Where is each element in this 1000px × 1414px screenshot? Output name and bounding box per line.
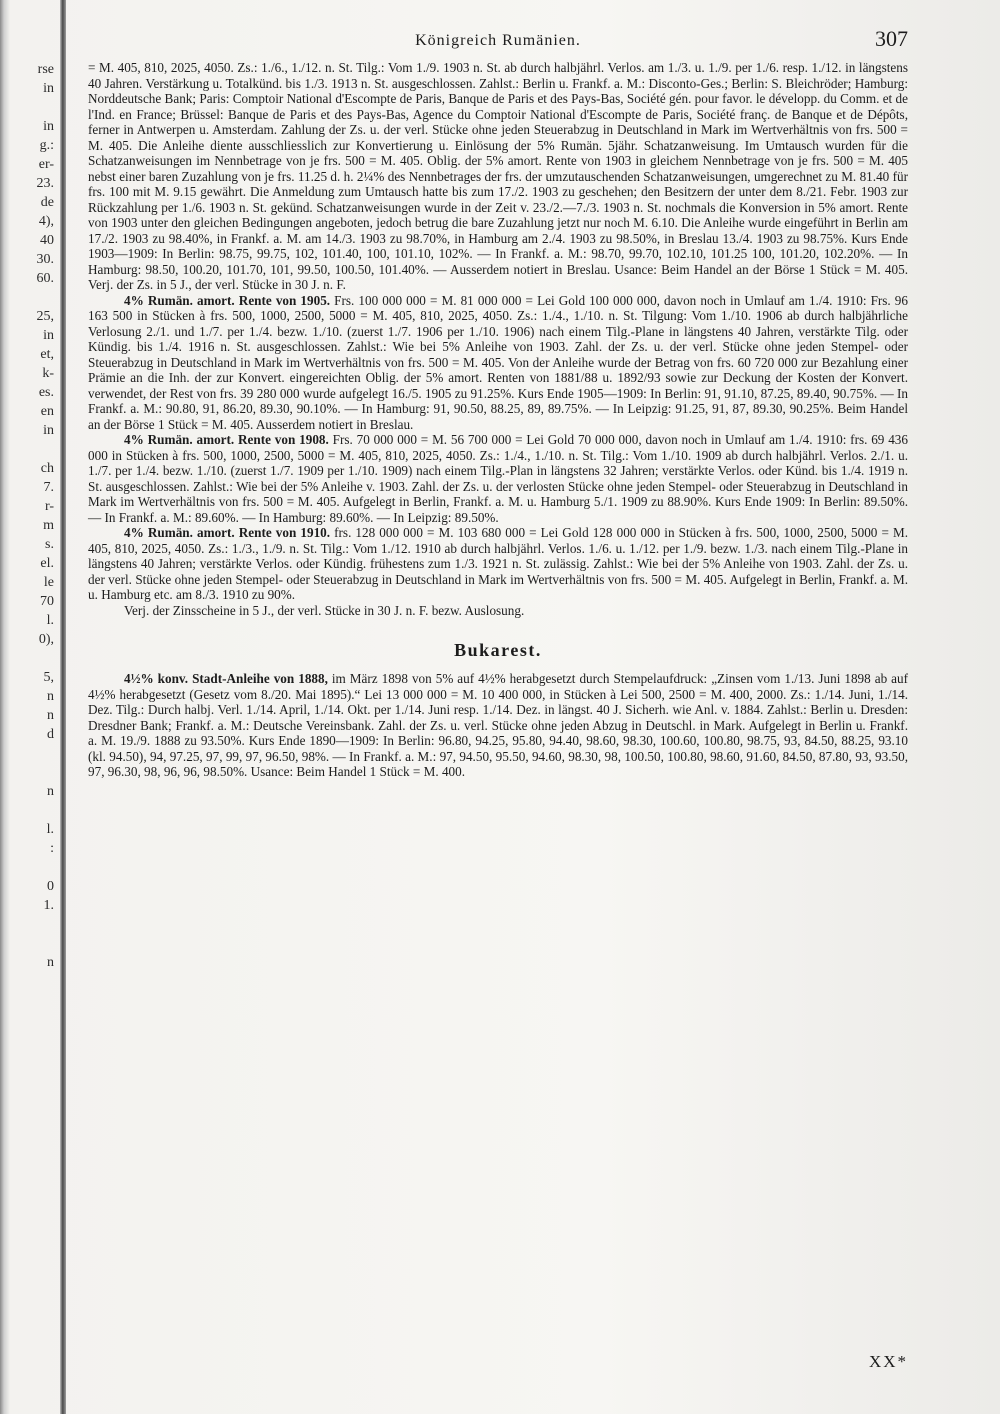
- margin-fragment: es.: [38, 385, 54, 400]
- margin-fragment: [0, 934, 54, 953]
- paragraph-5pct-rente-1903-continued: [88, 60, 908, 293]
- margin-fragment: 25,: [36, 309, 54, 324]
- paragraph-lead: 4½% konv. Stadt-Anleihe von 1888,: [124, 671, 328, 686]
- paragraph-lead: 4% Rumän. amort. Rente von 1908.: [124, 432, 329, 447]
- margin-fragment: s.: [45, 537, 54, 552]
- margin-fragment: 40: [40, 233, 54, 248]
- margin-fragment: de: [40, 195, 54, 210]
- previous-page-margin-fragments: [0, 60, 58, 1124]
- paragraph-lead: 4% Rumän. amort. Rente von 1905.: [124, 292, 331, 308]
- margin-fragment: et,: [40, 347, 54, 362]
- paragraph-text: im März 1898 von 5% auf 4½% herabgesetzt durch Stempelaufdruck: „Zinsen vom 1./13. Juni 1898 ab auf 4½% herabgesetzt (Gesetz vom 8./20. Mai 1895).“ Lei 13 000 000 = M. 10 400 000, in Stücken à Lei 500, 2500 = M. 400, 2000. Zs.: 1./14. Juni, 1./14. Dez. Tilg.: Durch halbj. Verl. 1./14. April, 1./14. Okt. per 1./14. Juni resp. 1./14. Dez. in längst. 40 J. Sicherh. wie Anl. v. 1884. Zahlst.: Berlin u. Dresden: Dresdner Bank; Frankf. a. M.: Deutsche Vereinsbank. Zahl. der Zs. u. verl. Stücke ohne jeden Abzug in Deutschl. in Mark. Aufgelegt in Berlin u. Frankf. a. M. 19./9. 1888 zu 93.50%. Kurs Ende 1890—1909: In Berlin: 96.80, 94.25, 95.80, 94.40, 98.60, 98.30, 100.60, 100.80, 98.75, 93, 84.50, 88.25, 93.10 (kl. 94.50), 94, 97.25, 97, 99, 97, 96.50, 98%. — In Frankf. a. M.: 97, 94.50, 95.50, 94.60, 98.30, 98, 100.50, 100.80, 98.60, 91.60, 84.50, 87.80, 93, 93.50, 97, 96.30, 98, 96, 96, 98.50%. Usance: Beim Handel 1 Stück = M. 400.: [88, 671, 908, 779]
- paragraph-text: frs. 128 000 000 = M. 103 680 000 = Lei Gold 128 000 000 in Stücken à frs. 500, 1000, 2500, 5000 = M. 405, 810, 2025, 4050. Zs.: 1./3., 1./9. n. St. Tilg.: Vom 1./12. 1910 ab durch halbjährl. Verlos. 1./6. u. 1./12. per 1./9. bezw. 1./3. nach einem Tilg.-Plane in längstens 40 Jahren; verstärkte Verlos. oder Kündig. frühestens zum 1./3. 1921 n. St. zulässig. Zahlst.: Wie bei der 5% Anleihe von 1903. Zahl. der Zs. u. der verl. Stücke ohne jeden Stempel- oder Steuerabzug in Deutschland in Mark im Wertverhältnis von frs. 500 = M. 405. Aufgelegt in Berlin, Frankf. a. M. u. Hamburg etc. am 8./3. 1910 zu 90%.: [88, 525, 909, 602]
- margin-fragment: :: [50, 841, 54, 856]
- margin-fragment: [0, 1067, 54, 1086]
- margin-fragment: d: [47, 727, 54, 742]
- margin-fragment: [0, 288, 54, 307]
- margin-fragment: [0, 1010, 54, 1029]
- margin-fragment: [0, 1105, 54, 1124]
- margin-fragment: ch: [40, 461, 54, 476]
- margin-fragment: [0, 649, 54, 668]
- paragraph-4pct-rente-1905: [88, 293, 908, 433]
- margin-fragment: [0, 1048, 54, 1067]
- margin-fragment: [0, 1086, 54, 1105]
- margin-fragment: [0, 915, 54, 934]
- margin-fragment: k-: [42, 366, 54, 381]
- margin-fragment: en: [40, 404, 54, 419]
- margin-fragment: 70: [40, 594, 54, 609]
- margin-fragment: in: [43, 423, 54, 438]
- margin-fragment: [0, 763, 54, 782]
- margin-fragment: r-: [44, 499, 54, 514]
- running-header: [88, 20, 908, 60]
- margin-fragment: [0, 744, 54, 763]
- paragraph-text: = M. 405, 810, 2025, 4050. Zs.: 1./6., 1./12. n. St. Tilg.: Vom 1./9. 1903 n. St. ab durch halbjährl. Verlos. am 1./3. u. 1./9. per 1./6. resp. 1./12. in längstens 40 Jahren. Verstärkung u. Totalkünd. bis 1./3. 1913 n. St. ausgeschlossen. Zahlst.: Berlin u. Frankf. a. M.: Disconto-Ges.; Berlin: S. Bleichröder; Hamburg: Norddeutsche Bank; Paris: Comptoir National d'Escompte de Paris, Banque de Paris et des Pays-Bas, Société gén. pour favor. le développ. du Comm. et de l'Ind. en France; Brüssel: Banque de Paris et des Pays-Bas, Agence du Comptoir National d'Escompte de Paris, Société franç. de Banque et de Dépôts, ferner in Antwerpen u. Amsterdam. Zahlung der Zs. u. der verl. Stücke ohne jeden Steuerabzug in Deutschland in Mark im Wertverhältnis von frs. 500 = M. 405. Die Anleihe diente ausschliesslich zur Konvertierung u. Einlösung der 5% Rumän. 5jähr. Schatzanweisung. Im Umtausch wurden für die Schatzanweisungen im Nennbetrage von je frs. 500 = M. 405. Oblig. der 5% amort. Rente von 1903 in gleichem Nennbetrage von je frs. 500 = M. 405 nebst einer baren Zuzahlung von je frs. 11.25 d. h. 2¼% des Nennbetrages der frs. der umzutauschenden Schatzanweisungen, umgerechnet zu M. 81.40 für frs. 100 mit M. 9.15 gewährt. Die Anmeldung zum Umtausch hatte bis zum 17./2. 1903 zu geschehen; den Besitzern der unter dem 8./21. Febr. 1903 zur Rückzahlung per 1./6. 1903 n. St. gekünd. Schatzanweisungen wurde in der Zeit v. 23./2.—7./3. 1903 n. St. nochmals die Konversion in 5% amort. Rente von 1903 unter den gleichen Bedingungen angeboten, jedoch betrug die bare Zuzahlung jetzt nur noch M. 6.10. Die Anleihe wurde eingeführt in Berlin am 17./2. 1903 zu 98.40%, in Frankf. a. M. am 14./3. 1903 zu 98.70%, in Hamburg am 2./4. 1903 zu 98.50%, in Breslau 13./4. 1903 zu 98.75%. Kurs Ende 1903—1909: In Berlin: 98.75, 99.75, 102, 101.40, 100, 101.10, 102%. — In Frankf. a. M.: 98.70, 99.70, 102.10, 101.25 100, 101.20, 102.20%. — In Hamburg: 98.50, 100.20, 101.70, 101, 99.50, 100.50, 101.40%. — Ausserdem notiert in Breslau. Usance: Beim Handel an der Börse 1 Stück = M. 405. Verj. der Zs. in 5 J., der verl. Stücke in 30 J. n. F.: [88, 60, 908, 292]
- margin-fragment: [0, 858, 54, 877]
- margin-fragment: 0: [47, 879, 54, 894]
- margin-fragment: n: [47, 689, 54, 704]
- paragraph-lead: 4% Rumän. amort. Rente von 1910.: [124, 525, 331, 540]
- paragraph-4pct-rente-1908: [88, 432, 908, 525]
- margin-fragment: [0, 98, 54, 117]
- margin-fragment: [0, 972, 54, 991]
- margin-fragment: 0),: [38, 632, 54, 647]
- margin-fragment: in: [43, 81, 54, 96]
- page-number: 307: [875, 26, 908, 51]
- section-heading-bukarest: Bukarest.: [454, 640, 542, 660]
- binding-gutter: [60, 0, 66, 1414]
- paragraph-text: Frs. 70 000 000 = M. 56 700 000 = Lei Gold 70 000 000, davon noch in Umlauf am 1./4. 1910: frs. 69 436 000 in Stücken à frs. 500, 1000, 2500, 5000 = M. 405, 810, 2025, 4050. Zs.: 1./4., 1./10. n. St. Tilg.: Vom 1./10. 1909 ab durch halbjährl. Verlos. 2./1. u. 1./7. per 1./4. bezw. 1./10. (zuerst 1./7. 1909 per 1./10. 1909) nach einem Tilg.-Plan in längstens 32 Jahren; verstärkte Verlos. oder Künd. bis 1./4. 1919 n. St. ausgeschlossen. Zahlst.: Wie bei der 5% Anleihe v. 1903. Zahl. der Zs. u. der verlosten Stücke ohne jeden Stempel- oder Steuerabzug in Deutschland in Mark im Wertverhältnis von frs. 500 = M. 405. Aufgelegt in Berlin, Frankf. a. M. u. Hamburg 5./1. 1909 zu 88.90%. Kurs Ende 1909: In Berlin: 89.50%. — In Frankf. a. M.: 89.60%. — In Hamburg: 89.60%. — In Leipzig: 89.50%.: [88, 432, 908, 525]
- margin-fragment: 4),: [38, 214, 54, 229]
- limitation-note: Verj. der Zinsscheine in 5 J., der verl. Stücke in 30 J. n. F. bezw. Auslosung.: [124, 602, 525, 618]
- paragraph-text: Frs. 100 000 000 = M. 81 000 000 = Lei Gold 100 000 000, davon noch in Umlauf am 1./4. 1910: Frs. 96 163 500 in Stücken à frs. 500, 1000, 2500, 5000 = M. 405, 810, 2025, 4050. Zs.: 1./4., 1./10. n. St. Tilgung: Vom 1./10. 1906 ab durch halbjährliche Verlosung 2./1. und 1./7. per 1./4. bezw. 1./10. (zuerst 1./7. 1906 per 1./10. 1906) nach einem Tilg.-Plane in längstens 40 Jahren, verstärkte Tilg. oder Kündig. bis 1./4. 1916 n. St. ausgeschlossen. Zahlst.: Wie bei 5% Anleihe von 1903. Zahl. der Zs. u. der verl. Stücke ohne jeden Stempel- oder Steuerabzug in Deutschland in Mark im Wertverhältnis von frs. 500 = M. 405. Von der Anleihe wurde der Betrag von frs. 60 720 000 zur Bezahlung einer Prämie an die Inh. der zur Konvert. eingereichten Oblig. der 5% amort. Renten von 1881/88 u. 1892/93 sowie zur Deckung der Kosten der Konvert. verwendet, der Rest von frs. 39 280 000 wurde aufgelegt 16./5. 1905 zu 91.25%. Kurs Ende 1905—1909: In Berlin: 91, 91.10, 87.25, 89.40, 90.75%. — In Frankf. a. M.: 90.80, 91, 86.20, 89.30, 90.10%. — In Hamburg: 91, 90.50, 88.25, 89, 89.75%. — In Leipzig: 91.25, 91, 87, 89.30, 90.25%. Beim Handel an der Börse 1 Stück = M. 405. Ausserdem notiert in Breslau.: [88, 292, 908, 432]
- paragraph-bukarest-stadt-anleihe-1888: [88, 671, 908, 780]
- margin-fragment: [0, 1029, 54, 1048]
- margin-fragment: in: [43, 328, 54, 343]
- margin-fragment: rse: [37, 62, 54, 77]
- page-content: [88, 20, 908, 780]
- margin-fragment: l.: [46, 822, 54, 837]
- margin-fragment: n: [47, 708, 54, 723]
- margin-fragment: 60.: [36, 271, 54, 286]
- signature-mark: XX*: [868, 1352, 908, 1371]
- margin-fragment: [0, 801, 54, 820]
- margin-fragment: er-: [38, 157, 54, 172]
- margin-fragment: [0, 440, 54, 459]
- margin-fragment: m: [43, 518, 54, 533]
- margin-fragment: [0, 991, 54, 1010]
- paragraph-4pct-rente-1910: [88, 525, 908, 603]
- margin-fragment: n: [47, 955, 54, 970]
- margin-fragment: n: [47, 784, 54, 799]
- margin-fragment: 7.: [43, 480, 54, 495]
- page-title: Königreich Rumänien.: [415, 32, 581, 49]
- margin-fragment: 1.: [43, 898, 54, 913]
- margin-fragment: le: [43, 575, 54, 590]
- margin-fragment: g.:: [39, 138, 54, 153]
- margin-fragment: el.: [40, 556, 54, 571]
- margin-fragment: l.: [46, 613, 54, 628]
- margin-fragment: 30.: [36, 252, 54, 267]
- margin-fragment: 23.: [36, 176, 54, 191]
- margin-fragment: 5,: [43, 670, 54, 685]
- margin-fragment: in: [43, 119, 54, 134]
